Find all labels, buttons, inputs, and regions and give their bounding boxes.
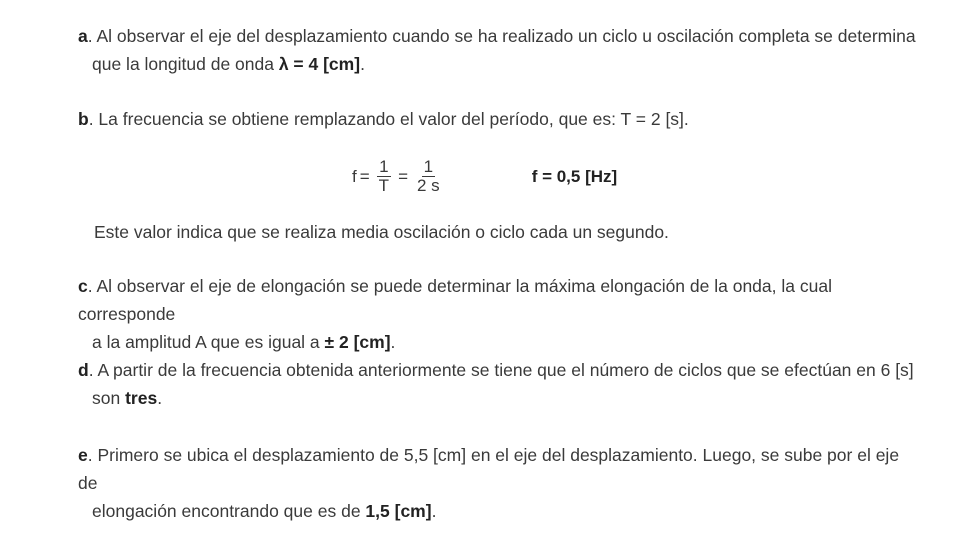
item-b — [78, 105, 918, 133]
item-a-line2-end: . — [360, 54, 365, 74]
item-a-letter: a — [78, 26, 88, 46]
item-c-line2-end: . — [390, 332, 396, 352]
fraction-1-numerator: 1 — [379, 157, 389, 176]
fraction-1-over-t — [377, 158, 391, 195]
frequency-result: f = 0,5 [Hz] — [531, 166, 618, 186]
item-c-line2 — [78, 328, 918, 356]
item-a-line2 — [78, 50, 918, 78]
item-c — [78, 272, 918, 356]
item-e-line2 — [78, 497, 918, 525]
cycles-value: tres — [125, 388, 158, 408]
item-b-line1: . La frecuencia se obtiene remplazando el valor del período, que es: T = 2 [s]. — [88, 109, 689, 129]
fraction-1-denominator: T — [378, 176, 390, 195]
fraction-1-over-2s — [415, 158, 442, 195]
item-e — [78, 441, 918, 525]
item-a — [78, 22, 918, 78]
item-c-line2-text: a la amplitud A que es igual a — [92, 332, 325, 352]
formula-equals-1: = — [359, 166, 370, 186]
amplitude-value: ± 2 [cm] — [324, 332, 391, 352]
frequency-formula — [352, 158, 617, 195]
item-c-letter: c — [78, 276, 88, 296]
item-d-line2-text: son — [92, 388, 126, 408]
item-d-line1: . A partir de la frecuencia obtenida anteriormente se tiene que el número de ciclos que se efectúan en 6 [s] — [88, 360, 914, 380]
fraction-2-denominator: 2 s — [417, 176, 440, 195]
item-b-note: Este valor indica que se realiza media oscilación o ciclo cada un segundo. — [94, 222, 669, 242]
item-d — [78, 356, 918, 412]
item-e-line2-text: elongación encontrando que es de — [92, 501, 366, 521]
item-a-line1: . Al observar el eje del desplazamiento cuando se ha realizado un ciclo u oscilación completa se determina — [87, 26, 916, 46]
formula-lhs: f — [352, 166, 357, 186]
wavelength-value: λ = 4 [cm] — [278, 54, 361, 74]
item-d-line2 — [78, 384, 918, 412]
item-b-letter: b — [78, 109, 89, 129]
elongation-value: 1,5 [cm] — [365, 501, 432, 521]
item-a-line2-text: que la longitud de onda — [92, 54, 279, 74]
item-e-line2-end: . — [431, 501, 437, 521]
fraction-2-numerator: 1 — [423, 157, 434, 176]
item-c-line1: . Al observar el eje de elongación se puede determinar la máxima elongación de la onda, la cual corresponde — [78, 276, 832, 324]
item-e-line1: . Primero se ubica el desplazamiento de 5,5 [cm] en el eje del desplazamiento. Luego, se sube por el eje de — [78, 445, 900, 493]
item-e-letter: e — [78, 445, 88, 465]
item-d-line2-end: . — [157, 388, 163, 408]
item-d-letter: d — [78, 360, 89, 380]
formula-equals-2: = — [398, 166, 408, 186]
